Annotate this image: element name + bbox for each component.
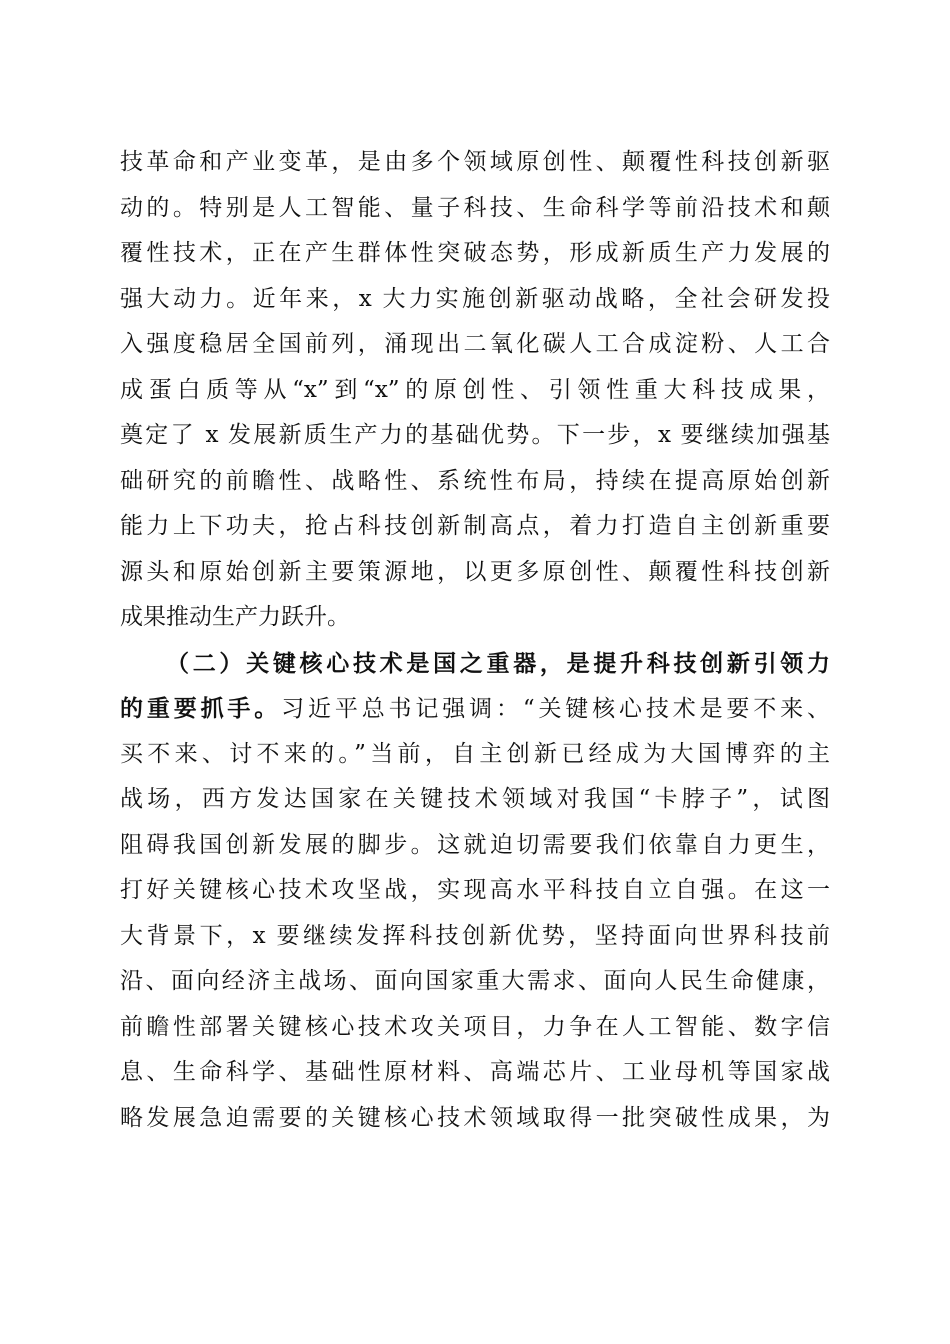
text-line: 成果推动生产力跃升。 — [120, 604, 350, 630]
text-line: 大背景下，x 要继续发挥科技创新优势，坚持面向世界科技前 — [120, 922, 830, 949]
text-line: 源头和原始创新主要策源地，以更多原创性、颠覆性科技创新 — [120, 558, 830, 585]
text-line: 息、生命科学、基础性原材料、高端芯片、工业母机等国家战 — [120, 1059, 830, 1085]
text-line: 沿、面向经济主战场、面向国家重大需求、面向人民生命健康， — [120, 968, 830, 994]
text-line: 买不来、讨不来的。”当前，自主创新已经成为大国博弈的主 — [120, 740, 830, 767]
text-line: 前瞻性部署关键核心技术攻关项目，力争在人工智能、数字信 — [120, 1013, 830, 1040]
section-heading: （二）关键核心技术是国之重器，是提升科技创新引领力 — [166, 649, 830, 677]
text-line — [120, 686, 830, 732]
text-line: 阻碍我国创新发展的脚步。这就迫切需要我们依靠自力更生， — [120, 831, 830, 858]
paragraph-1 — [120, 140, 830, 641]
text-line: 能力上下功夫，抢占科技创新制高点，着力打造自主创新重要 — [120, 513, 830, 539]
text-line: 强大动力。近年来，x 大力实施创新驱动战略，全社会研发投 — [120, 285, 830, 312]
paragraph-2 — [120, 641, 830, 1142]
text-line: 战场，西方发达国家在关键技术领域对我国“卡脖子”，试图 — [120, 786, 830, 812]
text-line: 技革命和产业变革，是由多个领域原创性、颠覆性科技创新驱 — [120, 149, 830, 175]
text-line: 入强度稳居全国前列，涌现出二氧化碳人工合成淀粉、人工合 — [120, 331, 830, 357]
text-line: 略发展急迫需要的关键核心技术领域取得一批突破性成果，为 — [120, 1104, 830, 1131]
text-segment: 习近平总书记强调：“关键核心技术是要不来、 — [281, 696, 831, 722]
text-line: 成蛋白质等从“x”到“x”的原创性、引领性重大科技成果， — [120, 376, 830, 403]
text-line: 覆性技术，正在产生群体性突破态势，形成新质生产力发展的 — [120, 240, 830, 266]
text-line: 打好关键核心技术攻坚战，实现高水平科技自立自强。在这一 — [120, 877, 830, 903]
text-line: 动的。特别是人工智能、量子科技、生命科学等前沿技术和颠 — [120, 194, 830, 221]
text-line: 础研究的前瞻性、战略性、系统性布局，持续在提高原始创新 — [120, 467, 830, 494]
text-line: 奠定了 x 发展新质生产力的基础优势。下一步，x 要继续加强基 — [120, 422, 830, 448]
section-heading-end: 的重要抓手。 — [120, 695, 282, 722]
document-body — [120, 140, 830, 1141]
